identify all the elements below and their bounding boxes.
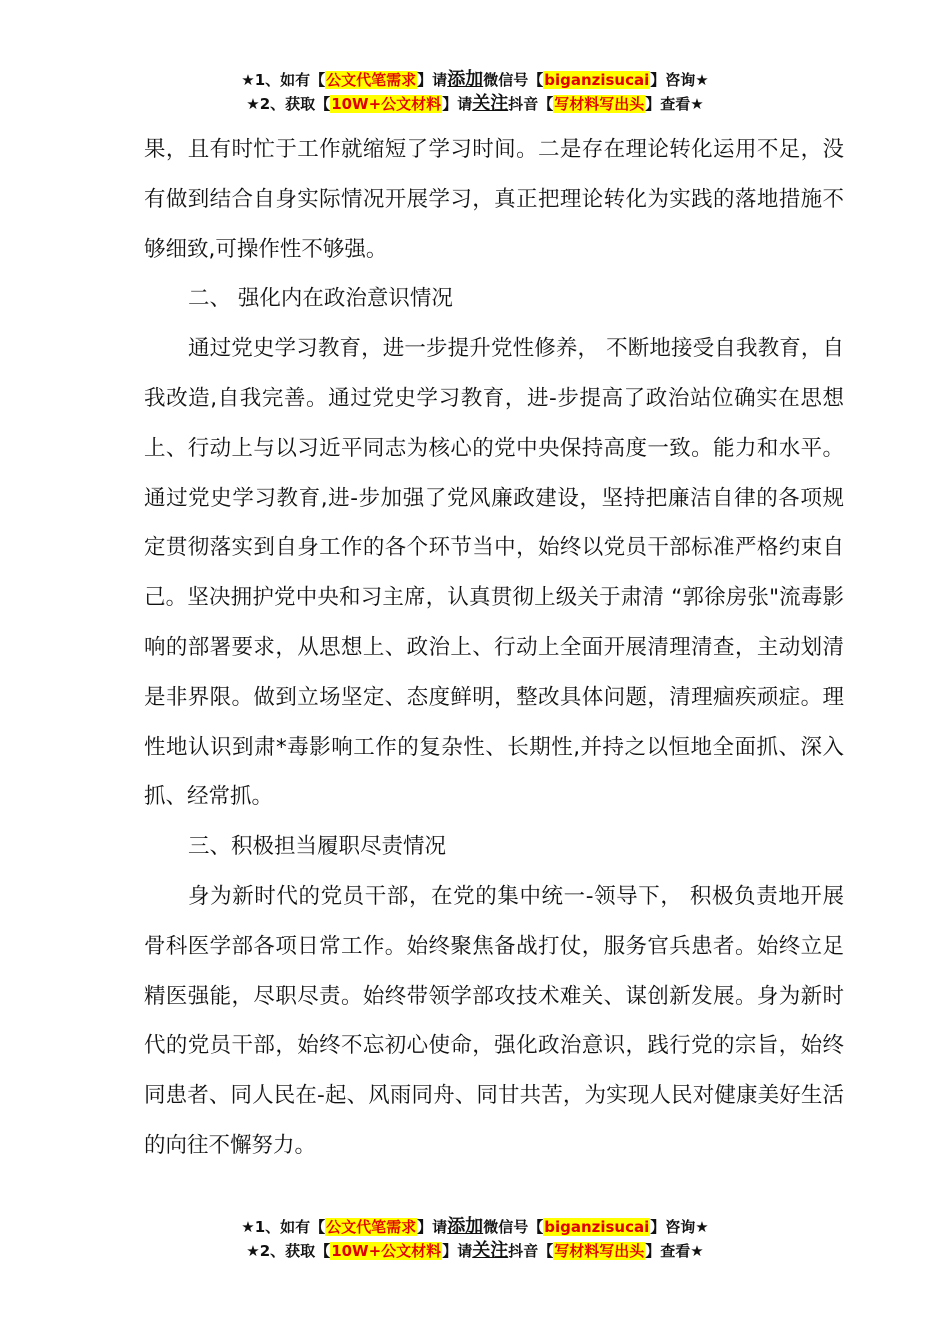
footer-banner [0,1215,950,1263]
banner-highlight: biganzisucai [544,71,650,89]
banner-text: 微信号【 [483,1218,544,1236]
document-body [144,125,844,1171]
banner-line-1 [0,68,950,92]
section-heading: 三、积极担当履职尽责情况 [188,834,447,860]
header-banner [0,68,950,116]
banner-text: 】咨询★ [650,1218,709,1236]
banner-highlight: 写材料写出头 [554,1242,645,1260]
banner-text: ★2、获取【 [246,95,331,113]
banner-highlight: 公文代笔需求 [326,71,417,89]
banner-text: 抖音【 [508,95,554,113]
paragraph: 通过党史学习教育，进一步提升党性修养， 不断地接受自我教育，自我改造,自我完善。通过党史学习教育，进-步提高了政治站位确实在思想上、行动上与以习近平同志为核心的党中央保持高度一致。能力和水平。通过党史学习教育,进-步加强了党风廉政建设，坚持把廉洁自律的各项规定贯彻落实到自身工作的各个环节当中，始终以党员干部标准严格约束自己。坚决拥护党中央和习主席，认真贯彻上级关于肃清 “郭徐房张"流毒影响的部署要求，从思想上、政治上、行动上全面开展清理清查，主动划清是非界限。做到立场坚定、态度鲜明，整改具体问题，清理痼疾顽症。理性地认识到肃*毒影响工作的复杂性、长期性,并持之以恒地全面抓、深入抓、经常抓。 [144,336,844,810]
banner-text: 抖音【 [508,1242,554,1260]
banner-text: 】咨询★ [650,71,709,89]
banner-highlight: 10W+公文材料 [331,95,442,113]
paragraph: 果，且有时忙于工作就缩短了学习时间。二是存在理论转化运用不足，没有做到结合自身实际情况开展学习，真正把理论转化为实践的落地措施不够细致,可操作性不够强。 [144,137,844,262]
banner-text: ★1、如有【 [241,71,326,89]
banner-text: 】请 [442,1242,473,1260]
banner-text: 】查看★ [645,95,704,113]
banner-highlight: 10W+公文材料 [331,1242,442,1260]
paragraph: 身为新时代的党员干部，在党的集中统一-领导下， 积极负责地开展骨科医学部各项日常工作。始终聚焦备战打仗，服务官兵患者。始终立足精医强能，尽职尽责。始终带领学部攻技术难关、谋创新发展。身为新时代的党员干部，始终不忘初心使命，强化政治意识，践行党的宗旨，始终同患者、同人民在-起、风雨同舟、同甘共苦，为实现人民对健康美好生活的向往不懈努力。 [144,883,844,1158]
banner-highlight: 公文代笔需求 [326,1218,417,1236]
banner-highlight: 写材料写出头 [554,95,645,113]
banner-underlined-text: 添加 [447,69,484,90]
banner-line-2 [0,1239,950,1263]
banner-line-1 [0,1215,950,1239]
banner-text: 】请 [417,71,448,89]
banner-line-2 [0,92,950,116]
banner-highlight: biganzisucai [544,1218,650,1236]
banner-underlined-text: 添加 [447,1216,484,1237]
banner-underlined-text: 关注 [472,93,509,114]
banner-text: 】查看★ [645,1242,704,1260]
section-heading: 二、 强化内在政治意识情况 [188,286,453,312]
banner-underlined-text: 关注 [472,1240,509,1261]
banner-text: 】请 [442,95,473,113]
banner-text: 微信号【 [483,71,544,89]
banner-text: ★2、获取【 [246,1242,331,1260]
banner-text: ★1、如有【 [241,1218,326,1236]
banner-text: 】请 [417,1218,448,1236]
